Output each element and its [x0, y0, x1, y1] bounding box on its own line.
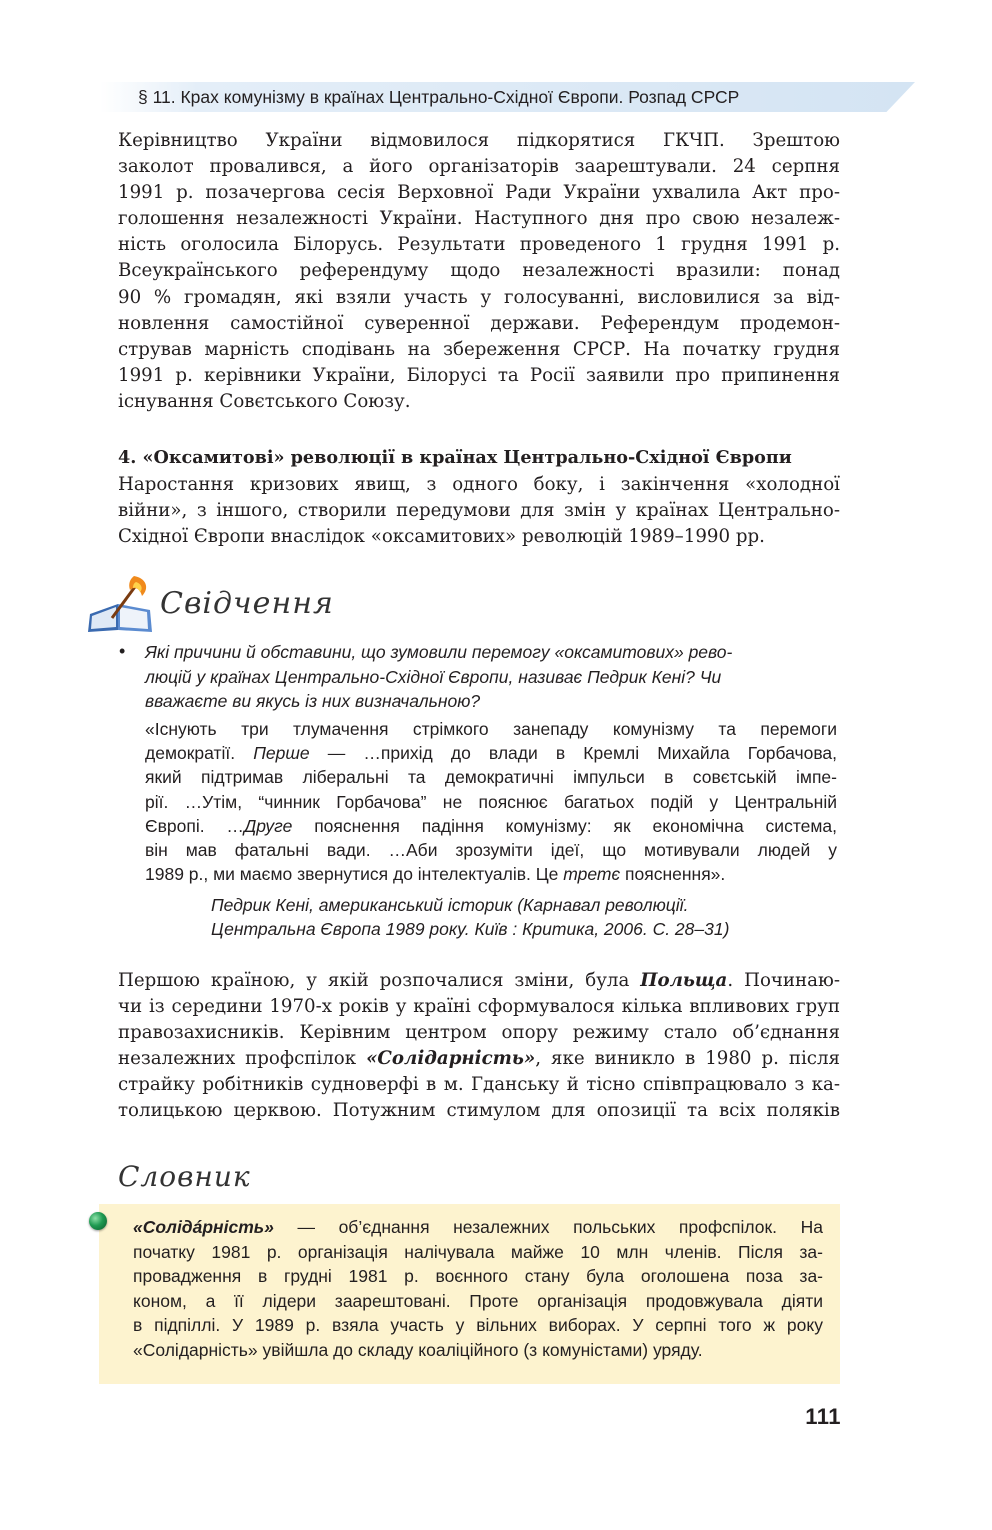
bullet-marker: •	[119, 641, 126, 661]
text-line: початку 1981 р. організація налічувала майже 10 млн членів. Після за-	[133, 1241, 823, 1262]
testimony-heading: Свідчення	[160, 586, 334, 621]
text-line: коном, а її лідери заарештовані. Проте організація продовжувала діяти	[133, 1290, 823, 1311]
text-line: Східної Європи внаслідок «оксамитових» революцій 1989–1990 рр.	[118, 526, 765, 548]
text-line	[145, 741, 837, 765]
text-line: стрував марність сподівань на збереження СРСР. На початку грудня	[118, 338, 840, 360]
testimony-question	[145, 640, 837, 714]
text-span: пояснення».	[620, 864, 726, 885]
text-line: Всеукраїнського референдуму щодо незалежності вразили: понад	[118, 260, 840, 282]
text-line: який підтримав ліберальні та демократичні імпульси в совєтській імпе-	[145, 767, 837, 788]
text-line	[118, 968, 840, 994]
glossary-heading: Словник	[118, 1160, 251, 1193]
text-span: . Починаю-	[727, 970, 840, 991]
text-line: «Існують три тлумачення стрімкого занепаду комунізму та перемоги	[145, 719, 837, 739]
glossary-term: «Солідáрність»	[133, 1217, 274, 1237]
text-line: страйку робітників судноверфі в м. Гданську й тісно співпрацювало з ка-	[118, 1074, 840, 1096]
text-line: новлення самостійної суверенної держави. Референдум продемон-	[118, 312, 840, 334]
text-line	[145, 814, 837, 838]
page-header-title: § 11. Крах комунізму в країнах Центрально-Східної Європи. Розпад СРСР	[138, 87, 740, 107]
text-span: Першою країною, у якій розпочалися зміни, була	[118, 970, 641, 991]
text-line: війни», з іншого, створили передумови для змін у країнах Центрально-	[118, 500, 840, 522]
text-span: пояснення падіння комунізму: як економічна система,	[292, 815, 837, 836]
text-line: чи із середини 1970-х років у країні сформувалося кілька впливових груп	[118, 996, 840, 1018]
text-line: 90 % громадян, які взяли участь у голосуванні, висловилися за від-	[118, 286, 840, 308]
text-line: 1991 р. позачергова сесія Верховної Ради України ухвалила Акт про-	[118, 182, 840, 204]
text-line: «Солідарність» увійшла до складу коаліційного (з комуністами) уряду.	[133, 1339, 703, 1360]
text-line: Педрик Кені, американський історик (Карнавал революції.	[211, 895, 689, 915]
text-line: провадження в грудні 1981 р. воєнного стану була оголошена поза за-	[133, 1266, 823, 1287]
text-span: , яке виникло в 1980 р. після	[535, 1048, 840, 1070]
text-line: рії. …Утім, “чинник Горбачова” не пояснює багатьох подій у Центральній	[145, 791, 837, 812]
text-span: незалежних профспілок	[118, 1048, 367, 1070]
intro-paragraph	[118, 128, 840, 415]
text-span: демократії.	[145, 743, 254, 764]
text-line	[118, 1046, 840, 1072]
text-line: в підпіллі. У 1989 р. взяла участь у вільних виборах. У серпні того ж року	[133, 1315, 823, 1336]
text-line: Наростання кризових явищ, з одного боку, і закінчення «холодної	[118, 474, 840, 495]
green-dot-icon	[89, 1212, 107, 1230]
text-line: 1991 р. керівники України, Білорусі та Росії заявили про припинення	[118, 364, 840, 386]
text-line	[145, 862, 837, 886]
text-line: Центральна Європа 1989 року. Київ : Критика, 2006. С. 28–31)	[211, 919, 730, 939]
text-line: Які причини й обставини, що зумовили перемогу «оксамитових» рево-	[145, 642, 733, 662]
page-number: 111	[805, 1404, 841, 1429]
text-line: він мав фатальні вади. …Аби зрозуміти ідеї, що мотивували людей у	[145, 840, 837, 861]
italic-span: Перше	[253, 743, 310, 764]
section-heading: 4. «Оксамитові» революції в країнах Центрально-Східної Європи	[118, 447, 792, 468]
emphasis-span: «Солідарність»	[366, 1048, 536, 1070]
quote-source	[211, 893, 831, 941]
text-line: ність оголосила Білорусь. Результати проведеного 1 грудня 1991 р.	[118, 234, 840, 256]
text-span: 1989 р., ми маємо звернутися до інтелектуалів. Це	[145, 864, 564, 885]
italic-span: Друге	[243, 815, 293, 836]
text-line: вважаєте ви якусь із них визначальною?	[145, 691, 481, 711]
text-line	[133, 1215, 823, 1240]
glossary-text	[133, 1215, 823, 1363]
text-line: толицькою церквою. Потужним стимулом для опозиції та всіх поляків	[118, 1100, 840, 1122]
book-with-quill-icon	[84, 574, 156, 636]
text-line: заколот провалився, а його організаторів заарештували. 24 серпня	[118, 156, 840, 178]
poland-paragraph	[118, 968, 840, 1125]
text-line: правозахисників. Керівним центром опору режиму стало об’єднання	[118, 1022, 840, 1044]
emphasis-span: Польща	[640, 970, 728, 991]
text-line: голошення незалежності України. Наступного дня про свою незалеж-	[118, 208, 840, 230]
text-span: — …прихід до влади в Кремлі Михайла Горбачова,	[309, 743, 838, 764]
italic-span: третє	[563, 864, 621, 885]
section4-paragraph	[118, 472, 840, 550]
text-line: існування Совєтського Союзу.	[118, 390, 411, 412]
text-line: люцій у країнах Центрально-Східної Європи, називає Педрик Кені? Чи	[145, 666, 722, 687]
text-line: Керівництво України відмовилося підкорятися ГКЧП. Зрештою	[118, 130, 840, 151]
text-span: — об’єднання незалежних польських профспілок. На	[273, 1217, 823, 1237]
text-span: Європі. …	[145, 815, 244, 836]
testimony-quote	[145, 717, 837, 886]
